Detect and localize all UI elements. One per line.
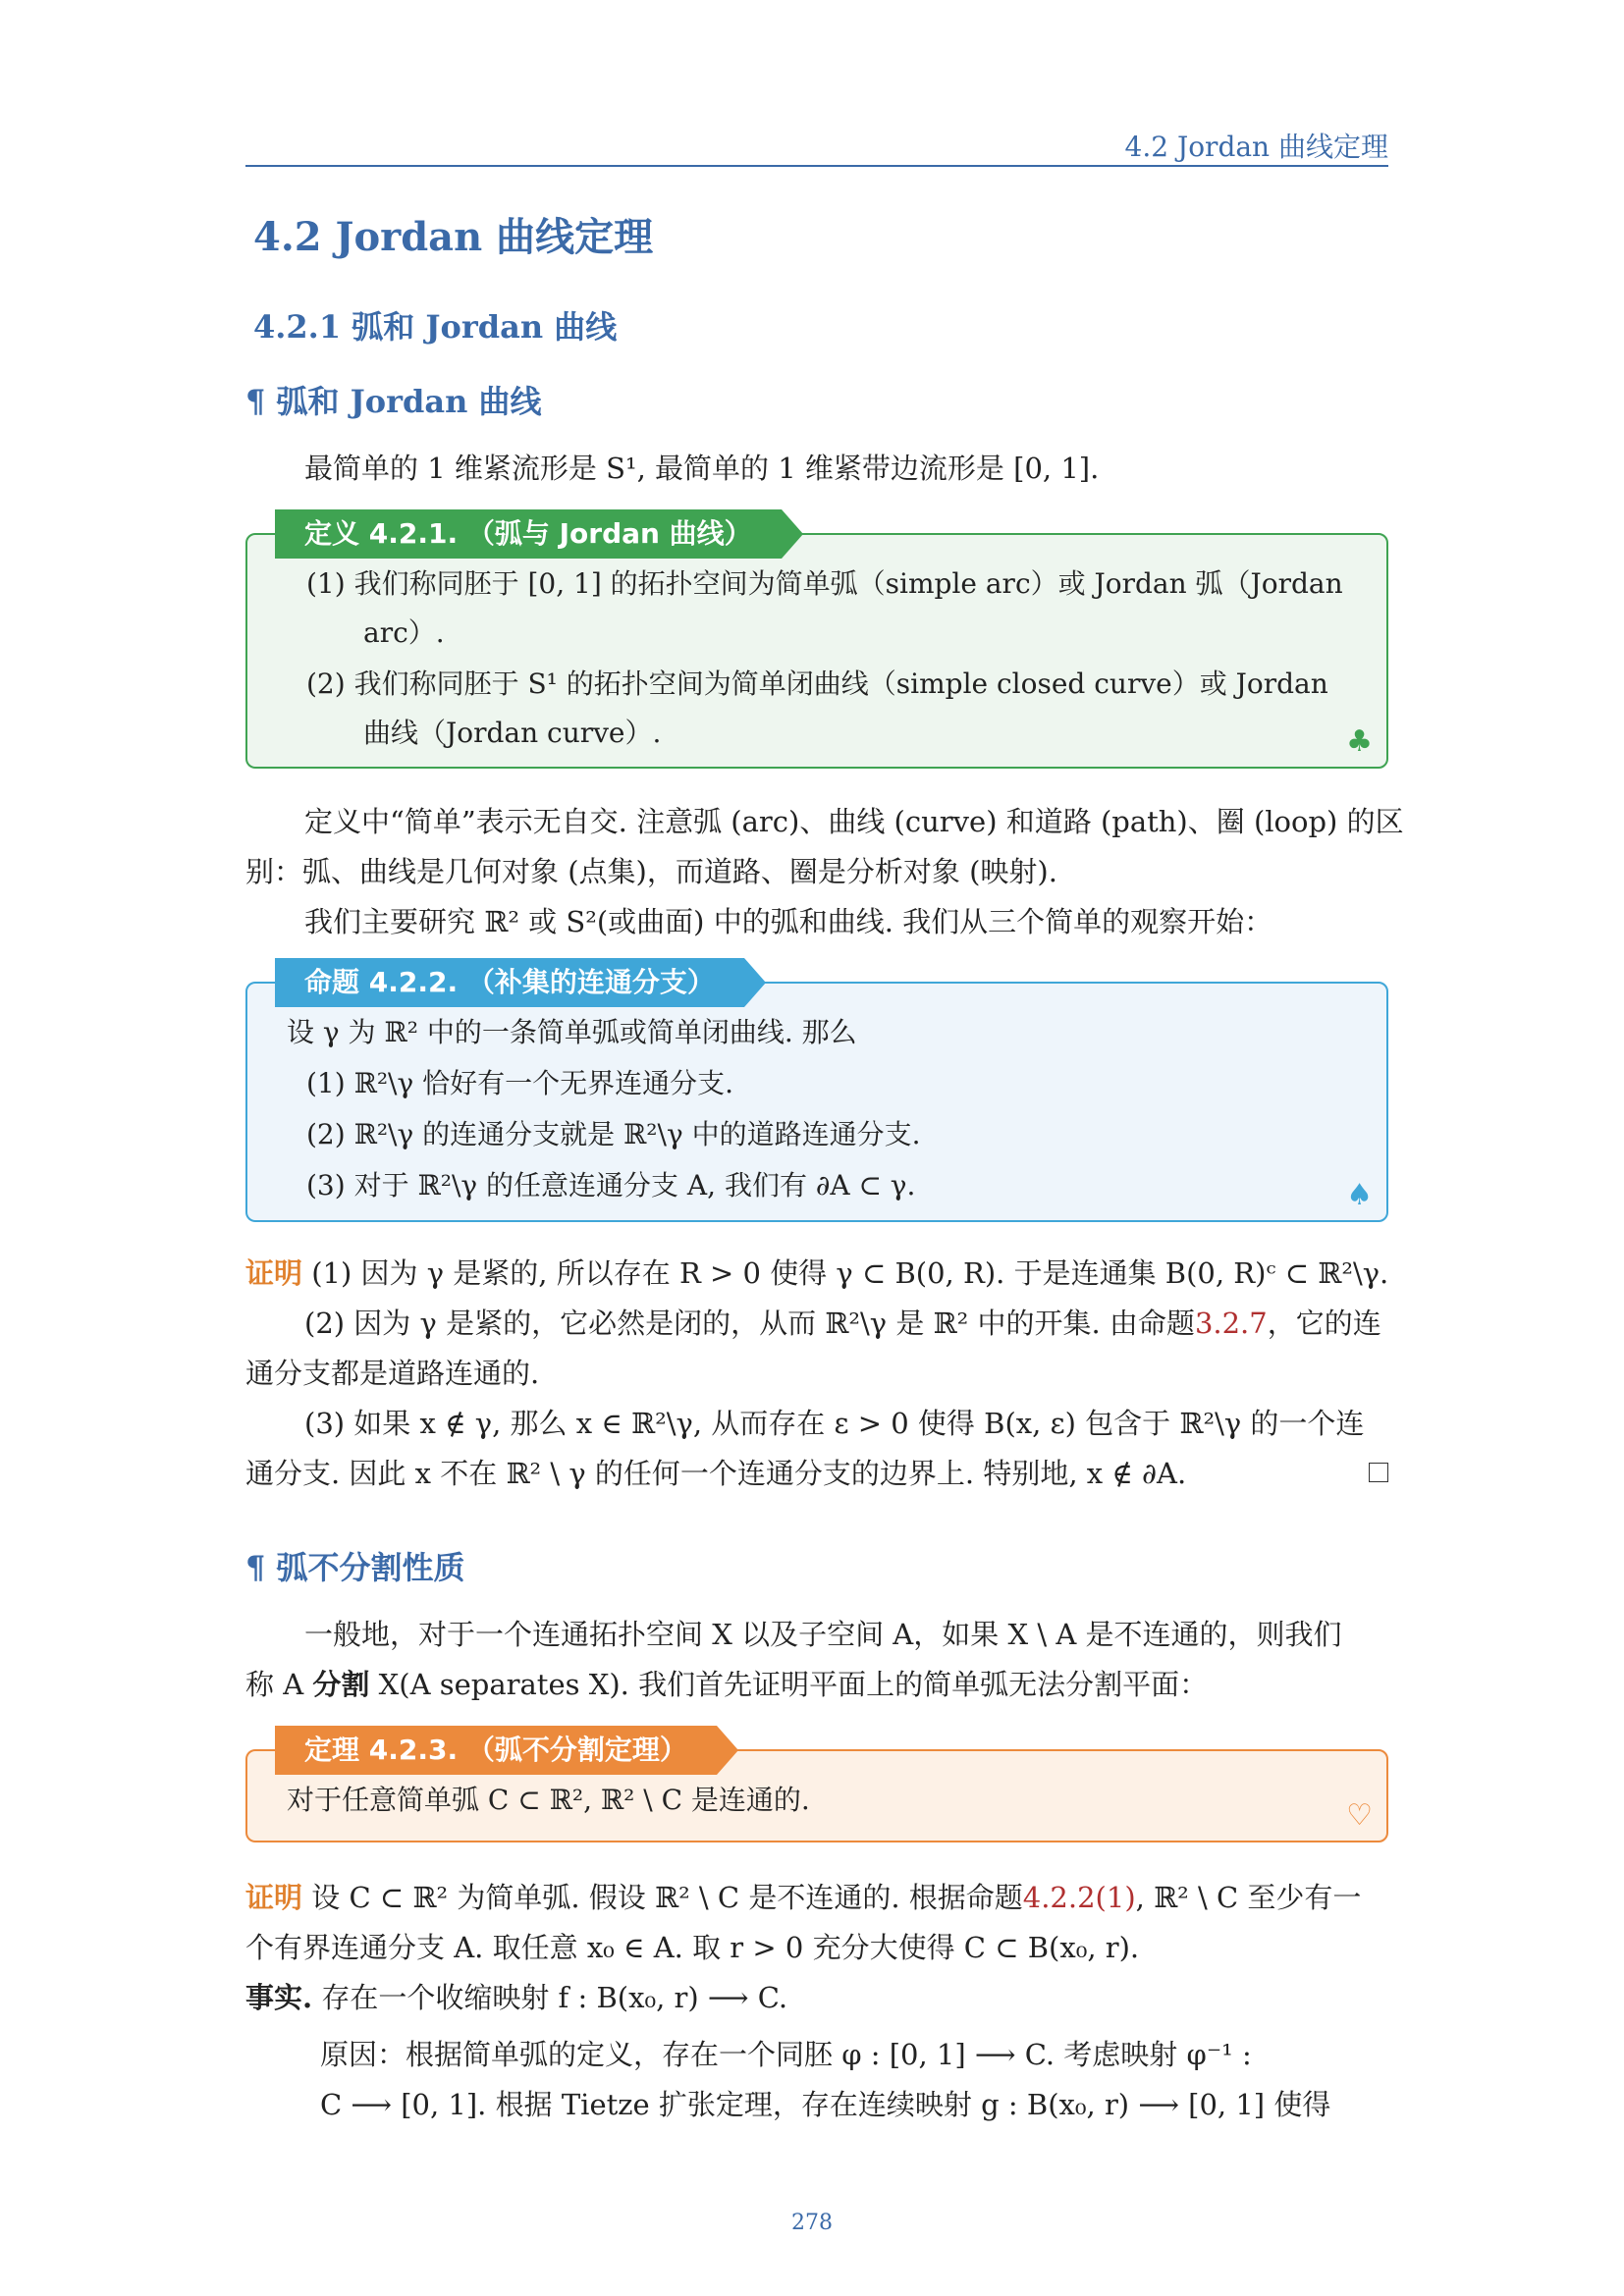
- proof2-line-1: [245, 1873, 1361, 1923]
- proof1-label: 证明: [245, 1256, 303, 1290]
- paragraph-title-arcs: ¶ 弧和 Jordan 曲线: [245, 383, 542, 420]
- definition-item-1-line-1: (1) 我们称同胚于 [0, 1] 的拓扑空间为简单弧（simple arc）或 Jordan 弧（Jordan: [306, 567, 1343, 600]
- spade-icon: ♠: [1346, 1178, 1373, 1212]
- text3-line-2a: 称 A: [245, 1668, 313, 1701]
- proof1-line-4: (3) 如果 x ∉ γ, 那么 x ∈ ℝ²\γ, 从而存在 ε > 0 使得 B(x, ε) 包含于 ℝ²\γ 的一个连: [304, 1407, 1365, 1440]
- proof2-label: 证明: [245, 1881, 303, 1914]
- page-number: 278: [791, 2211, 833, 2235]
- paragraph-title-nonseparation: ¶ 弧不分割性质: [245, 1549, 465, 1586]
- definition-item-1-line-2: arc）.: [363, 616, 445, 649]
- subsection-title: 4.2.1 弧和 Jordan 曲线: [253, 308, 618, 346]
- definition-item-2-line-2: 曲线（Jordan curve）.: [363, 717, 662, 749]
- ref-4-2-2-1[interactable]: 4.2.2(1): [1022, 1881, 1136, 1914]
- proposition-intro: 设 γ 为 ℝ² 中的一条简单弧或简单闭曲线. 那么: [287, 1016, 857, 1048]
- text2-line-3: 我们主要研究 ℝ² 或 S²(或曲面) 中的弧和曲线. 我们从三个简单的观察开始：: [304, 905, 1273, 938]
- proof1-line-2a: (2) 因为 γ 是紧的，它必然是闭的，从而 ℝ²\γ 是 ℝ² 中的开集. 由命题: [304, 1307, 1195, 1340]
- proposition-box: [245, 966, 1388, 1222]
- proof1-line-2: [304, 1299, 1381, 1349]
- fact-label: 事实.: [245, 1981, 313, 2014]
- running-header: 4.2 Jordan 曲线定理: [1124, 131, 1388, 163]
- theorem-box: [245, 1734, 1388, 1842]
- theorem-label: 定理 4.2.3. （弧不分割定理）: [275, 1726, 717, 1775]
- text3-line-1: 一般地，对于一个连通拓扑空间 X 以及子空间 A，如果 X \ A 是不连通的，则我们: [304, 1618, 1342, 1651]
- text2-line-2: 别：弧、曲线是几何对象 (点集)，而道路、圈是分析对象 (映射).: [245, 855, 1057, 888]
- proof1-line-5: 通分支. 因此 x 不在 ℝ² \ γ 的任何一个连通分支的边界上. 特别地, x ∉ ∂A.: [245, 1457, 1187, 1490]
- proof1-line-1-text: (1) 因为 γ 是紧的, 所以存在 R > 0 使得 γ ⊂ B(0, R). 于是连通集 B(0, R)ᶜ ⊂ ℝ²\γ.: [311, 1256, 1389, 1290]
- proposition-item-1: (1) ℝ²\γ 恰好有一个无界连通分支.: [306, 1067, 734, 1099]
- club-icon: ♣: [1346, 724, 1373, 759]
- reason-line-2: C ⟶ [0, 1]. 根据 Tietze 扩张定理，存在连续映射 g : B(x₀, r) ⟶ [0, 1] 使得: [320, 2088, 1331, 2121]
- text3-separates-bold: 分割: [312, 1668, 370, 1701]
- intro-text: 最简单的 1 维紧流形是 S¹, 最简单的 1 维紧带边流形是 [0, 1].: [304, 452, 1100, 485]
- proof1-line-2b: ，它的连: [1267, 1307, 1381, 1340]
- header-rule: [245, 165, 1388, 167]
- proof2-line-1b: , ℝ² \ C 至少有一: [1135, 1881, 1362, 1914]
- text3-line-2c: X(A separates X). 我们首先证明平面上的简单弧无法分割平面：: [369, 1668, 1209, 1701]
- text2-line-1: 定义中“简单”表示无自交. 注意弧 (arc)、曲线 (curve) 和道路 (path)、圈 (loop) 的区: [304, 805, 1404, 838]
- proof2-line-1a: 设 C ⊂ ℝ² 为简单弧. 假设 ℝ² \ C 是不连通的. 根据命题: [311, 1881, 1023, 1914]
- qed-square-icon: [1369, 1463, 1388, 1482]
- fact-line: [245, 1973, 787, 2023]
- proof1-line-3: 通分支都是道路连通的.: [245, 1357, 540, 1390]
- text3-line-2: [245, 1660, 1208, 1710]
- ref-3-2-7[interactable]: 3.2.7: [1194, 1307, 1268, 1340]
- proposition-item-3: (3) 对于 ℝ²\γ 的任意连通分支 A, 我们有 ∂A ⊂ γ.: [306, 1169, 916, 1201]
- fact-text: 存在一个收缩映射 f : B(x₀, r) ⟶ C.: [321, 1981, 788, 2014]
- proof2-line-2: 个有界连通分支 A. 取任意 x₀ ∈ A. 取 r > 0 充分大使得 C ⊂ B(x₀, r).: [245, 1931, 1140, 1964]
- definition-item-2-line-1: (2) 我们称同胚于 S¹ 的拓扑空间为简单闭曲线（simple closed curve）或 Jordan: [306, 667, 1328, 700]
- proof1-line-1: [245, 1249, 1388, 1299]
- definition-box: [245, 517, 1388, 769]
- definition-label: 定义 4.2.1. （弧与 Jordan 曲线）: [275, 509, 782, 559]
- heart-icon: ♡: [1346, 1798, 1373, 1833]
- theorem-text: 对于任意简单弧 C ⊂ ℝ², ℝ² \ C 是连通的.: [287, 1784, 810, 1816]
- proposition-label: 命题 4.2.2. （补集的连通分支）: [275, 958, 744, 1007]
- section-title: 4.2 Jordan 曲线定理: [253, 214, 654, 260]
- reason-line-1: 原因：根据简单弧的定义，存在一个同胚 φ : [0, 1] ⟶ C. 考虑映射 φ⁻¹ :: [320, 2038, 1252, 2071]
- proposition-item-2: (2) ℝ²\γ 的连通分支就是 ℝ²\γ 中的道路连通分支.: [306, 1118, 921, 1150]
